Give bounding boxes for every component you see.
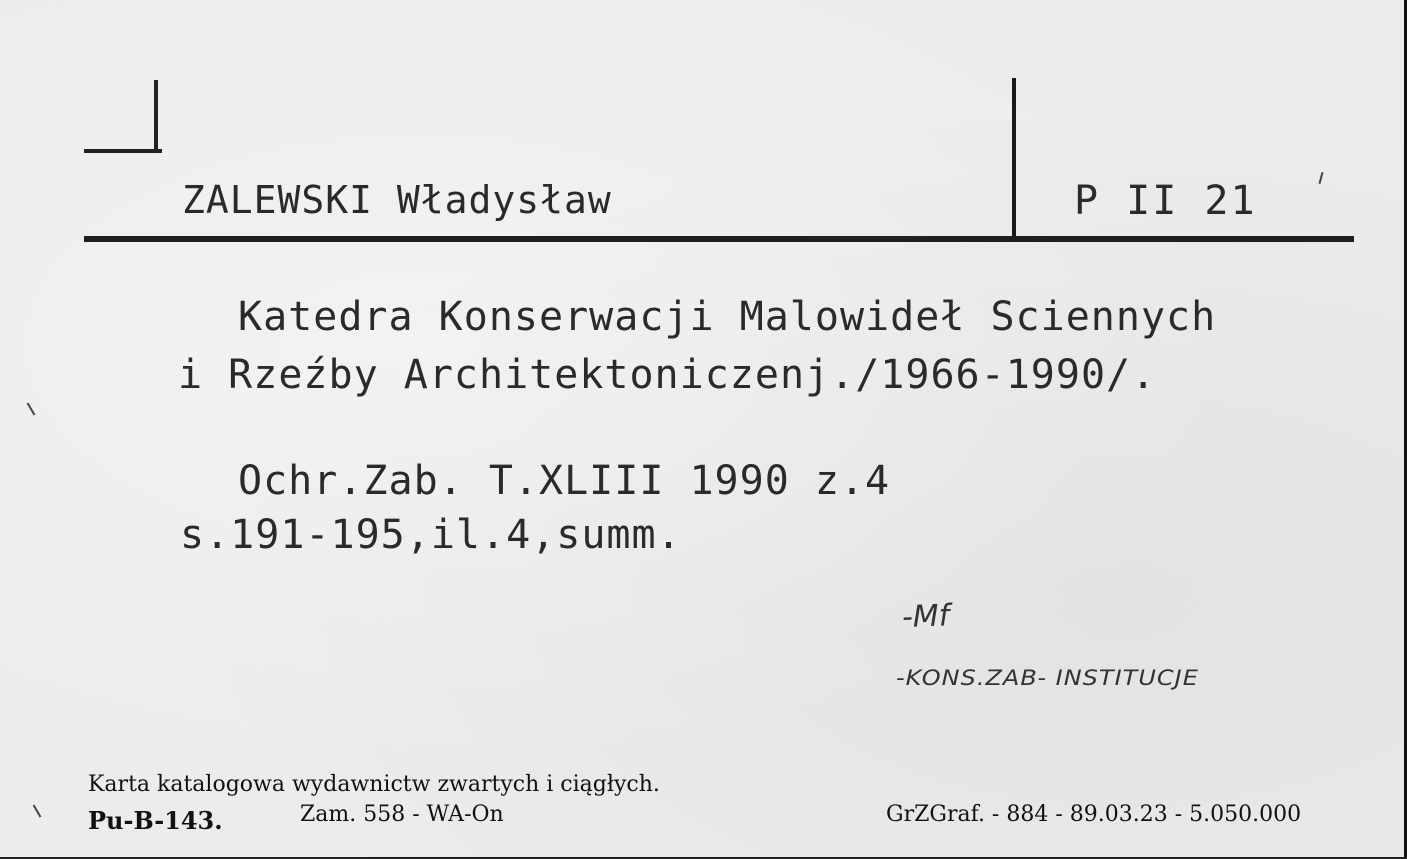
- call-number: P II 21: [1074, 178, 1257, 224]
- handwritten-note-1: -Mf: [901, 598, 950, 635]
- heading-rule: [84, 236, 1354, 242]
- title-line-2: i Rzeźby Architektoniczenj./1966-1990/.: [178, 352, 1157, 398]
- printer-info: GrZGraf. - 884 - 89.03.23 - 5.050.000: [886, 802, 1302, 827]
- corner-mark-vertical: [154, 80, 158, 152]
- form-code: Pu-B-143.: [88, 806, 223, 835]
- call-number-divider: [1012, 78, 1016, 242]
- scratch-mark: [33, 804, 42, 817]
- handwritten-note-2: -KONS.ZAB- INSTITUCJE: [896, 665, 1199, 691]
- author-heading: ZALEWSKI Władysław: [182, 178, 612, 222]
- order-number: Zam. 558 - WA-On: [300, 802, 504, 827]
- source-line-1: Ochr.Zab. T.XLIII 1990 z.4: [238, 458, 891, 504]
- source-line-2: s.191-195,il.4,summ.: [180, 512, 682, 558]
- title-line-1: Katedra Konserwacji Malowideł Sciennych: [238, 294, 1217, 340]
- scratch-mark: [1318, 172, 1323, 184]
- form-title: Karta katalogowa wydawnictw zwartych i ciągłych.: [88, 772, 660, 797]
- scratch-mark: [27, 402, 36, 415]
- corner-mark-horizontal: [84, 149, 162, 153]
